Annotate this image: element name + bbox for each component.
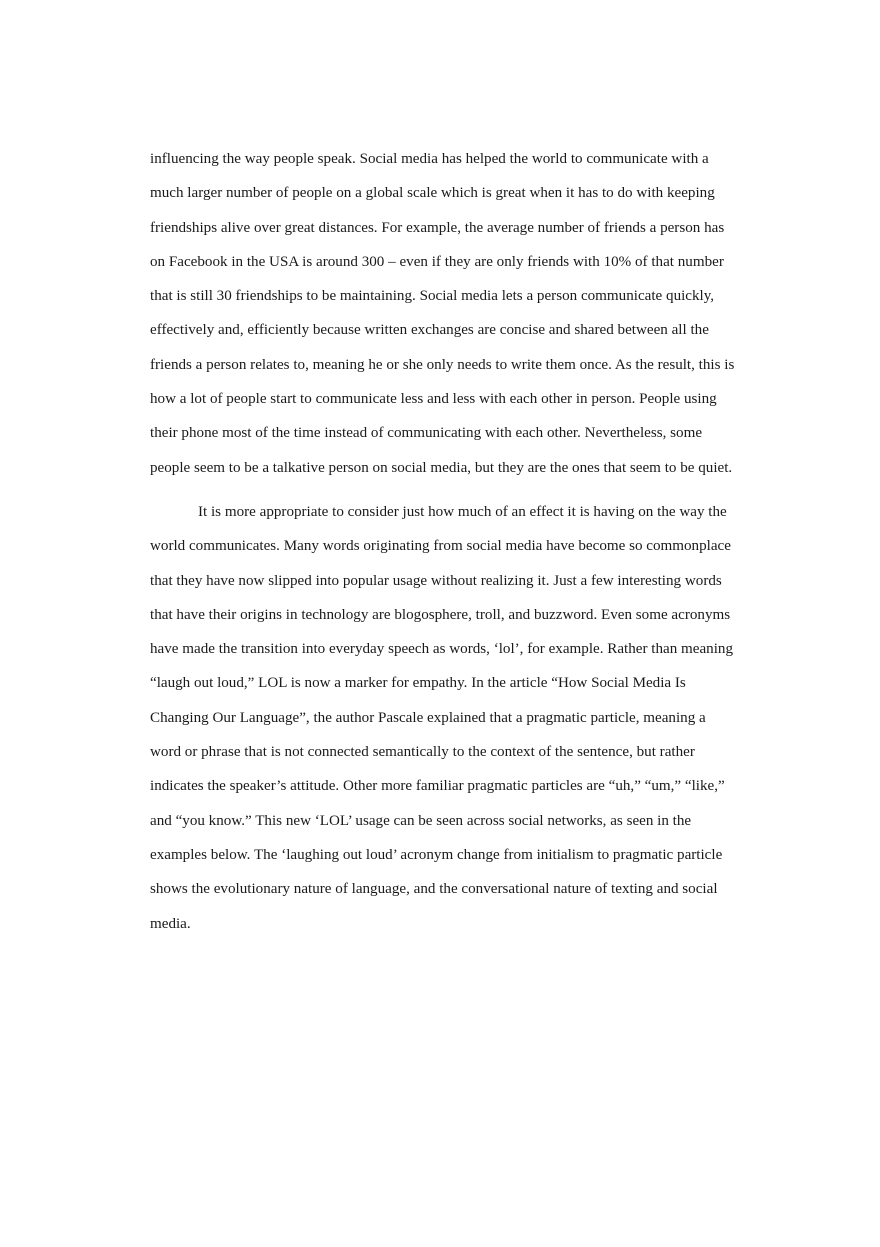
text-line: examples below. The ‘laughing out loud’ acronym change from initialism to pragmatic particle bbox=[150, 846, 723, 863]
text-line: that is still 30 friendships to be maintaining. Social media lets a person communicate quickly, bbox=[150, 288, 715, 305]
text-line: effectively and, efficiently because written exchanges are concise and shared between all the bbox=[150, 322, 709, 339]
text-line: “laugh out loud,” LOL is now a marker for empathy. In the article “How Social Media Is bbox=[150, 675, 686, 692]
text-line: that have their origins in technology are blogosphere, troll, and buzzword. Even some acronyms bbox=[150, 606, 731, 623]
text-line: shows the evolutionary nature of language, and the conversational nature of texting and social bbox=[150, 881, 718, 898]
text-line: indicates the speaker’s attitude. Other more familiar pragmatic particles are “uh,” “um,” “like,” bbox=[150, 778, 725, 795]
paragraph-gap bbox=[150, 489, 740, 499]
text-line: how a lot of people start to communicate less and less with each other in person. People using bbox=[150, 391, 717, 408]
text-line: friendships alive over great distances. For example, the average number of friends a person has bbox=[150, 219, 725, 236]
text-line: much larger number of people on a global scale which is great when it has to do with keeping bbox=[150, 185, 715, 202]
body-text bbox=[150, 146, 740, 945]
text-line: people seem to be a talkative person on social media, but they are the ones that seem to be quiet. bbox=[150, 459, 733, 476]
text-line: and “you know.” This new ‘LOL’ usage can be seen across social networks, as seen in the bbox=[150, 812, 692, 829]
paragraph bbox=[150, 499, 740, 945]
text-line: on Facebook in the USA is around 300 – even if they are only friends with 10% of that number bbox=[150, 253, 724, 270]
text-line: have made the transition into everyday speech as words, ‘lol’, for example. Rather than meaning bbox=[150, 641, 734, 658]
text-line: Changing Our Language”, the author Pascale explained that a pragmatic particle, meaning a bbox=[150, 709, 706, 726]
text-line: influencing the way people speak. Social media has helped the world to communicate with a bbox=[150, 151, 709, 167]
text-line: word or phrase that is not connected semantically to the context of the sentence, but rather bbox=[150, 744, 695, 761]
text-line: friends a person relates to, meaning he or she only needs to write them once. As the result, this is bbox=[150, 356, 735, 373]
text-line: It is more appropriate to consider just how much of an effect it is having on the way the bbox=[198, 503, 727, 520]
text-line: that they have now slipped into popular usage without realizing it. Just a few interesting words bbox=[150, 572, 722, 589]
paragraph bbox=[150, 146, 740, 489]
text-line: media. bbox=[150, 915, 191, 932]
text-line: world communicates. Many words originating from social media have become so commonplace bbox=[150, 538, 731, 555]
text-line: their phone most of the time instead of communicating with each other. Nevertheless, some bbox=[150, 425, 703, 442]
